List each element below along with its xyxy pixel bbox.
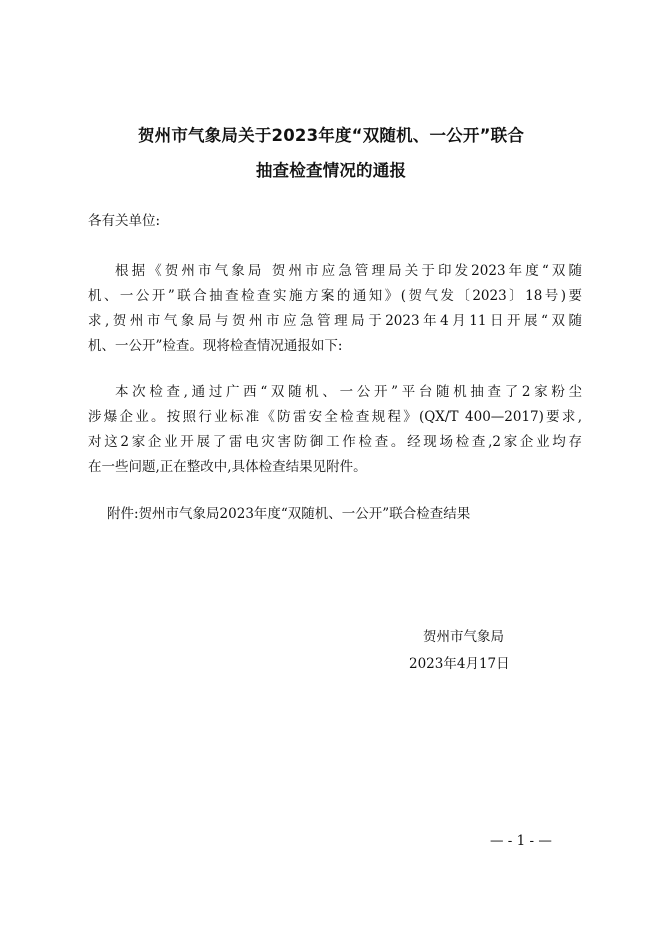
paragraph-2-line: 本次检查,通过广西“双随机、一公开”平台随机抽查了2家粉尘: [115, 384, 582, 400]
signature-date: 2023年4月17日: [409, 656, 510, 672]
body-paragraph-1: [88, 259, 582, 359]
signature-organization: 贺州市气象局: [423, 629, 504, 645]
salutation: 各有关单位:: [88, 213, 161, 229]
page-number: — - 1 - —: [490, 833, 552, 849]
paragraph-2-line: 对这2家企业开展了雷电灾害防御工作检查。经现场检查,2家企业均存: [88, 434, 582, 450]
paragraph-1-line: 根据《贺州市气象局 贺州市应急管理局关于印发2023年度“双随: [115, 263, 582, 279]
document-title-line-2: 抽查检查情况的通报: [255, 161, 407, 180]
paragraph-1-line: 机、一公开”联合抽查检查实施方案的通知》(贺气发〔2023〕18号)要: [88, 288, 582, 304]
paragraph-2-line: 在一些问题,正在整改中,具体检查结果见附件。: [88, 459, 367, 475]
document-title-line-1: 贺州市气象局关于2023年度“双随机、一公开”联合: [137, 126, 525, 145]
paragraph-2-line: 涉爆企业。按照行业标准《防雷安全检查规程》(QX/T 400—2017)要求,: [88, 409, 582, 425]
attachment-note: 附件:贺州市气象局2023年度“双随机、一公开”联合检查结果: [107, 506, 471, 522]
paragraph-1-line: 机、一公开”检查。现将检查情况通报如下:: [88, 338, 343, 354]
paragraph-1-line: 求,贺州市气象局与贺州市应急管理局于2023年4月11日开展“双随: [88, 313, 582, 329]
body-paragraph-2: [88, 380, 582, 480]
